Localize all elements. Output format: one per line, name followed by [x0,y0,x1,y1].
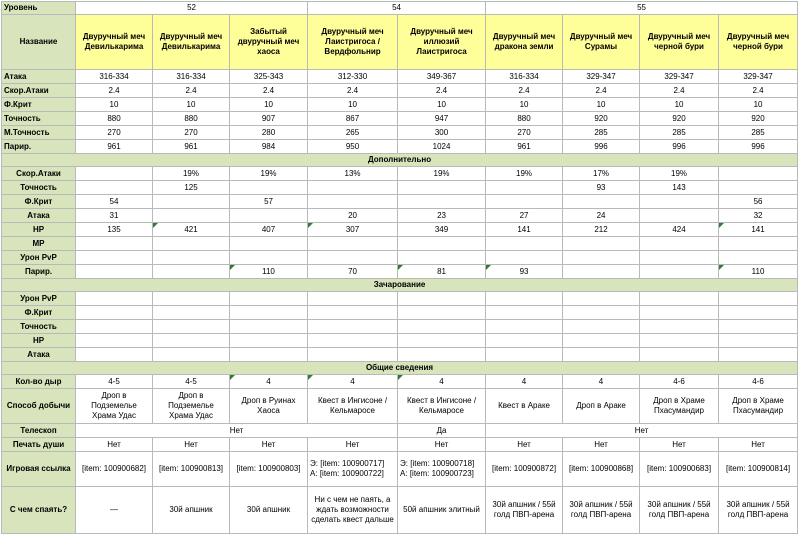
extra-stat-value [563,237,640,251]
enchant-label: Урон PvP [2,292,76,306]
stat-value: 329-347 [563,70,640,84]
soul-value: Нет [230,438,308,452]
source-value: Дроп в Подземелье Храма Удас [153,389,230,424]
stat-value: 1024 [398,140,486,154]
table-row [2,487,798,534]
enchant-value [398,348,486,362]
extra-stat-value [230,237,308,251]
extra-stat-value: 19% [230,167,308,181]
enchant-value [398,320,486,334]
pair-value: 30й апшник / 55й голд ПВП-арена [719,487,798,534]
stat-value: 2.4 [398,84,486,98]
extra-stat-value [76,265,153,279]
stat-value: 10 [640,98,719,112]
slots-value: 4 [308,375,398,389]
stat-value: 316-334 [486,70,563,84]
stat-value: 300 [398,126,486,140]
enchant-value [230,292,308,306]
table-row [2,452,798,487]
stat-value: 2.4 [308,84,398,98]
link-label: Игровая ссылка [2,452,76,487]
table-row [2,154,798,167]
enchant-value [308,320,398,334]
enchant-value [640,348,719,362]
enchant-value [153,292,230,306]
enchant-value [76,334,153,348]
stat-label: Скор.Атаки [2,84,76,98]
weapon-name: Двуручный меч Девилькарима [153,15,230,70]
extra-stat-value: 13% [308,167,398,181]
extra-stat-value: 27 [486,209,563,223]
extra-stat-value: 110 [719,265,798,279]
stat-value: 984 [230,140,308,154]
table-row [2,167,798,181]
stat-value: 10 [76,98,153,112]
extra-stat-value [76,251,153,265]
table-row [2,424,798,438]
stat-value: 2.4 [76,84,153,98]
stat-value: 10 [153,98,230,112]
telescope-value: Нет [486,424,798,438]
stat-value: 10 [308,98,398,112]
enchant-value [153,320,230,334]
weapon-comparison-table [1,1,798,534]
enchant-value [640,306,719,320]
enchant-label: Точность [2,320,76,334]
table-row [2,265,798,279]
stat-value: 270 [76,126,153,140]
stat-label: Ф.Крит [2,98,76,112]
pair-value: 30й апшник [230,487,308,534]
table-row [2,140,798,154]
slots-value: 4-6 [640,375,719,389]
extra-stat-value [76,181,153,195]
stat-value: 329-347 [719,70,798,84]
pair-value: 30й апшник / 55й голд ПВП-арена [563,487,640,534]
extra-stat-value [719,237,798,251]
extra-stat-label: Скор.Атаки [2,167,76,181]
extra-stat-value [719,181,798,195]
stat-value: 2.4 [153,84,230,98]
level-header: 54 [308,2,486,15]
extra-stat-label: HP [2,223,76,237]
stat-value: 2.4 [486,84,563,98]
enchant-value [719,348,798,362]
extra-stat-value [640,209,719,223]
extra-stat-value [719,251,798,265]
table-row [2,292,798,306]
extra-stat-value: 23 [398,209,486,223]
enchant-value [486,348,563,362]
enchant-value [76,348,153,362]
stat-value: 996 [640,140,719,154]
enchant-value [230,320,308,334]
item-link: Э: [item: 100900718] А: [item: 100900723] [398,452,486,487]
pair-value: — [76,487,153,534]
enchant-value [308,292,398,306]
slots-value: 4 [230,375,308,389]
extra-stat-value [153,209,230,223]
table-row [2,438,798,452]
table-row [2,126,798,140]
extra-stat-value [308,251,398,265]
slots-value: 4-5 [76,375,153,389]
item-link: [item: 100900813] [153,452,230,487]
stat-value: 996 [563,140,640,154]
enchant-value [719,292,798,306]
table-row [2,181,798,195]
extra-stat-value: 54 [76,195,153,209]
extra-stat-value: 19% [153,167,230,181]
source-label: Способ добычи [2,389,76,424]
extra-stat-value: 19% [486,167,563,181]
extra-stat-value: 19% [398,167,486,181]
telescope-label: Телескоп [2,424,76,438]
source-value: Квест в Ингисоне / Кельмаросе [308,389,398,424]
table-row [2,251,798,265]
enchant-label: HP [2,334,76,348]
soul-value: Нет [153,438,230,452]
stat-value: 270 [153,126,230,140]
stat-value: 280 [230,126,308,140]
extra-stat-value: 125 [153,181,230,195]
table-row [2,70,798,84]
extra-stat-value: 57 [230,195,308,209]
stat-value: 349-367 [398,70,486,84]
enchant-value [398,334,486,348]
slots-value: 4-5 [153,375,230,389]
enchant-value [308,348,398,362]
weapon-name: Двуручный меч Лаистригоса / Вердфольнир [308,15,398,70]
source-value: Квест в Ингисоне / Кельмаросе [398,389,486,424]
extra-stat-value: 407 [230,223,308,237]
enchant-value [398,306,486,320]
extra-stat-value [153,251,230,265]
item-link: [item: 100900872] [486,452,563,487]
enchant-label: Ф.Крит [2,306,76,320]
soul-label: Печать души [2,438,76,452]
stat-value: 10 [719,98,798,112]
table-row [2,306,798,320]
table-row [2,320,798,334]
extra-stat-value: 20 [308,209,398,223]
extra-stat-value: 31 [76,209,153,223]
table-row [2,15,798,70]
stat-value: 996 [719,140,798,154]
enchant-value [76,320,153,334]
enchant-value [719,334,798,348]
table-row [2,389,798,424]
stat-value: 10 [398,98,486,112]
table-row [2,334,798,348]
extra-stat-value [719,167,798,181]
extra-stat-value [486,237,563,251]
soul-value: Нет [563,438,640,452]
stat-value: 920 [719,112,798,126]
enchant-value [230,306,308,320]
enchant-value [640,292,719,306]
stat-value: 961 [486,140,563,154]
table-row [2,112,798,126]
source-value: Дроп в Храме Пхасумандир [719,389,798,424]
stat-value: 920 [563,112,640,126]
table-row [2,223,798,237]
extra-stat-value: 93 [563,181,640,195]
enchant-value [719,306,798,320]
extra-stat-value [398,251,486,265]
extra-stat-value: 19% [640,167,719,181]
enchant-value [76,306,153,320]
stat-value: 880 [486,112,563,126]
slots-value: 4 [563,375,640,389]
section-header: Зачарование [2,279,798,292]
table-row [2,2,798,15]
stat-value: 312-330 [308,70,398,84]
extra-stat-value [486,251,563,265]
extra-stat-value [398,181,486,195]
extra-stat-value: 24 [563,209,640,223]
item-link: [item: 100900683] [640,452,719,487]
table-row [2,209,798,223]
soul-value: Нет [719,438,798,452]
pair-value: Ни с чем не паять, а ждать возможности сделать квест дальше [308,487,398,534]
item-link: Э: [item: 100900717] А: [item: 100900722] [308,452,398,487]
enchant-value [486,292,563,306]
stat-value: 2.4 [563,84,640,98]
slots-value: 4 [398,375,486,389]
source-value: Дроп в Храме Пхасумандир [640,389,719,424]
stat-value: 907 [230,112,308,126]
stat-value: 880 [153,112,230,126]
stat-label: Парир. [2,140,76,154]
source-value: Дроп в Подземелье Храма Удас [76,389,153,424]
weapon-name: Двуручный меч иллюзий Лаистригоса [398,15,486,70]
level-header: 55 [486,2,798,15]
stat-value: 285 [719,126,798,140]
stat-value: 285 [640,126,719,140]
extra-stat-value [563,265,640,279]
stat-value: 2.4 [230,84,308,98]
extra-stat-value [640,195,719,209]
enchant-value [563,348,640,362]
section-header: Общие сведения [2,362,798,375]
extra-stat-value: 93 [486,265,563,279]
source-value: Дроп в Араке [563,389,640,424]
table-row [2,98,798,112]
extra-stat-value [230,181,308,195]
stat-value: 285 [563,126,640,140]
name-label: Название [2,15,76,70]
enchant-value [640,334,719,348]
pair-value: 30й апшник / 55й голд ПВП-арена [640,487,719,534]
extra-stat-value [398,237,486,251]
source-value: Квест в Араке [486,389,563,424]
weapon-name: Двуручный меч черной бури [719,15,798,70]
slots-label: Кол-во дыр [2,375,76,389]
extra-stat-label: Урон PvP [2,251,76,265]
extra-stat-label: Парир. [2,265,76,279]
extra-stat-value: 141 [486,223,563,237]
enchant-value [640,320,719,334]
extra-stat-value: 110 [230,265,308,279]
stat-value: 265 [308,126,398,140]
stat-value: 10 [486,98,563,112]
stat-value: 947 [398,112,486,126]
enchant-value [398,292,486,306]
enchant-value [563,334,640,348]
soul-value: Нет [640,438,719,452]
enchant-value [563,292,640,306]
stat-value: 920 [640,112,719,126]
extra-stat-value: 32 [719,209,798,223]
table-row [2,375,798,389]
enchant-value [153,334,230,348]
extra-stat-value [398,195,486,209]
weapon-name: Забытый двуручный меч хаоса [230,15,308,70]
extra-stat-value [308,181,398,195]
telescope-value: Да [398,424,486,438]
weapon-name: Двуручный меч Девилькарима [76,15,153,70]
slots-value: 4 [486,375,563,389]
stat-value: 2.4 [640,84,719,98]
item-link: [item: 100900682] [76,452,153,487]
table-row [2,195,798,209]
enchant-value [308,334,398,348]
weapon-name: Двуручный меч Сурамы [563,15,640,70]
soul-value: Нет [486,438,563,452]
extra-stat-value [640,251,719,265]
enchant-value [719,320,798,334]
extra-stat-value [230,251,308,265]
item-link: [item: 100900868] [563,452,640,487]
extra-stat-label: Атака [2,209,76,223]
extra-stat-value [76,167,153,181]
extra-stat-value: 212 [563,223,640,237]
extra-stat-value [308,237,398,251]
extra-stat-value: 421 [153,223,230,237]
enchant-value [153,306,230,320]
stat-value: 2.4 [719,84,798,98]
extra-stat-label: Ф.Крит [2,195,76,209]
stat-value: 329-347 [640,70,719,84]
stat-value: 316-334 [76,70,153,84]
extra-stat-value: 81 [398,265,486,279]
stat-value: 961 [76,140,153,154]
table-row [2,237,798,251]
stat-value: 880 [76,112,153,126]
soul-value: Нет [398,438,486,452]
table-row [2,362,798,375]
enchant-value [153,348,230,362]
extra-stat-value [563,195,640,209]
table-row [2,348,798,362]
stat-value: 961 [153,140,230,154]
enchant-value [563,320,640,334]
extra-stat-value: 349 [398,223,486,237]
weapon-name: Двуручный меч дракона земли [486,15,563,70]
stat-label: Атака [2,70,76,84]
pair-value: 30й апшник / 55й голд ПВП-арена [486,487,563,534]
stat-value: 10 [563,98,640,112]
item-link: [item: 100900814] [719,452,798,487]
extra-stat-value [230,209,308,223]
level-label: Уровень [2,2,76,15]
extra-stat-value: 307 [308,223,398,237]
extra-stat-value [486,195,563,209]
extra-stat-value: 56 [719,195,798,209]
weapon-name: Двуручный меч черной бури [640,15,719,70]
extra-stat-value [486,181,563,195]
enchant-value [76,292,153,306]
stat-value: 867 [308,112,398,126]
slots-value: 4-6 [719,375,798,389]
pair-value: 30й апшник [153,487,230,534]
source-value: Дроп в Руинах Хаоса [230,389,308,424]
stat-value: 10 [230,98,308,112]
extra-stat-value [640,237,719,251]
enchant-value [563,306,640,320]
extra-stat-value [563,251,640,265]
stat-label: Точность [2,112,76,126]
extra-stat-value: 70 [308,265,398,279]
section-header: Дополнительно [2,154,798,167]
enchant-value [308,306,398,320]
enchant-value [230,348,308,362]
soul-value: Нет [76,438,153,452]
extra-stat-value [153,237,230,251]
stat-value: 270 [486,126,563,140]
enchant-value [486,320,563,334]
extra-stat-value [153,265,230,279]
extra-stat-value: 17% [563,167,640,181]
extra-stat-value: 135 [76,223,153,237]
soul-value: Нет [308,438,398,452]
extra-stat-value: 143 [640,181,719,195]
stat-value: 325-343 [230,70,308,84]
extra-stat-value [153,195,230,209]
item-link: [item: 100900803] [230,452,308,487]
table-row [2,84,798,98]
extra-stat-label: Точность [2,181,76,195]
enchant-value [230,334,308,348]
stat-label: М.Точность [2,126,76,140]
table-row [2,279,798,292]
pair-value: 50й апшник элитный [398,487,486,534]
telescope-value: Нет [76,424,398,438]
level-header: 52 [76,2,308,15]
extra-stat-value [76,237,153,251]
stat-value: 950 [308,140,398,154]
extra-stat-value [640,265,719,279]
stat-value: 316-334 [153,70,230,84]
extra-stat-value [308,195,398,209]
extra-stat-label: MP [2,237,76,251]
enchant-label: Атака [2,348,76,362]
enchant-value [486,306,563,320]
pair-label: С чем спаять? [2,487,76,534]
extra-stat-value: 424 [640,223,719,237]
enchant-value [486,334,563,348]
extra-stat-value: 141 [719,223,798,237]
